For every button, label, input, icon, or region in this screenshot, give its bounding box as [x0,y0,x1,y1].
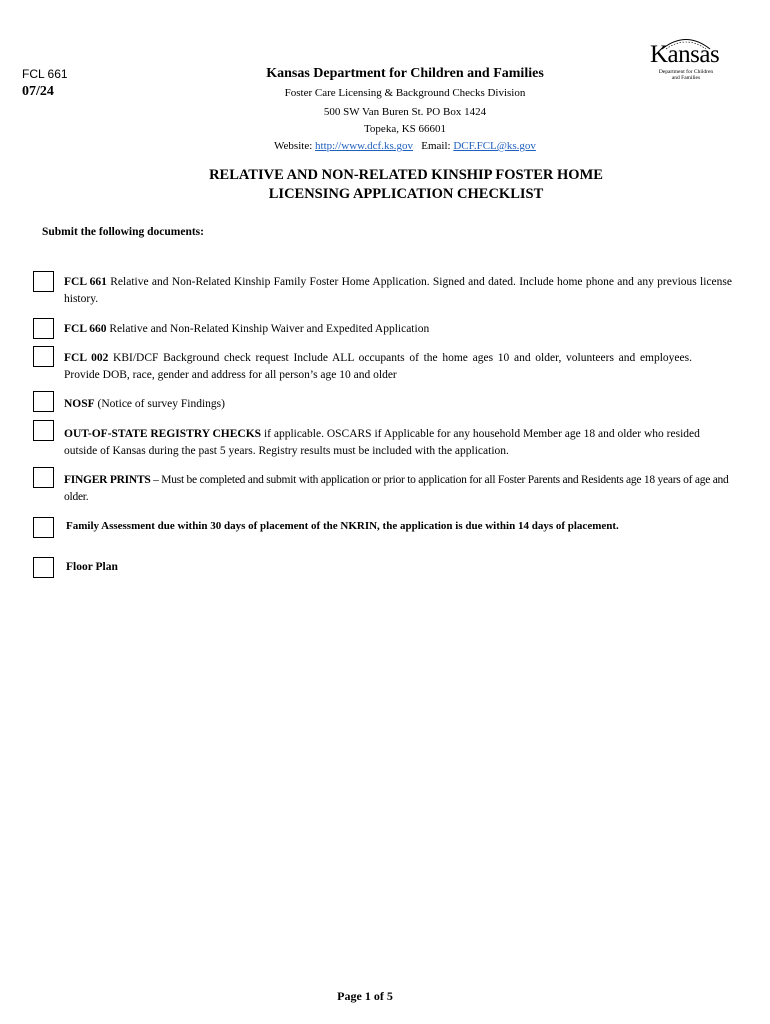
website-label: Website: [274,140,313,152]
checklist-item-text: Relative and Non-Related Kinship Waiver and Expedited Application [106,323,430,335]
form-number: FCL 661 [22,67,68,81]
checklist-item-code: FINGER PRINTS [64,474,151,486]
checkbox-fcl-660[interactable] [33,318,54,339]
checklist-item-code: Family Assessment due within 30 days of placement of the NKRIN, the application is due within 14 days of placement. [66,520,619,532]
agency-division: Foster Care Licensing & Background Checks Division [284,87,526,99]
email-label: Email: [421,140,451,152]
kansas-dcf-logo [648,38,724,84]
agency-address-line2: Topeka, KS 66601 [363,123,447,135]
checklist-item-code: FCL 002 [64,352,109,364]
checklist-item-code: FCL 661 [64,276,107,288]
document-title [100,166,712,204]
checklist-item-fcl-660 [64,321,732,338]
checklist-item-fcl-661 [64,274,732,307]
checklist-item-code: NOSF [64,398,95,410]
checklist-item-family-assessment [66,518,734,535]
logo-wordmark: Kansas [650,41,720,68]
checklist-item-code: OUT-OF-STATE REGISTRY CHECKS [64,428,262,440]
checklist-item-text: if applicable. OSCARS if Applicable for any household Member age 18 and older who resided outside of Kansas during the past 5 years. Registry results must be included with the application. [64,428,700,457]
checklist-item-finger-prints [64,472,734,505]
checklist-item-nosf [64,396,732,413]
logo-subtitle-line1: Department for Children [658,69,714,75]
agency-address-line1: 500 SW Van Buren St. PO Box 1424 [323,106,487,118]
checklist-item-code: Floor Plan [66,561,118,573]
checkbox-nosf[interactable] [33,391,54,412]
checkbox-floor-plan[interactable] [33,557,54,578]
email-link[interactable]: DCF.FCL@ks.gov [453,140,536,152]
logo-subtitle [648,69,724,82]
logo-subtitle-line2: and Families [671,75,701,82]
checklist-item-code: FCL 660 [64,323,107,335]
agency-name: Kansas Department for Children and Families [266,66,544,81]
checkbox-fcl-002[interactable] [33,346,54,367]
form-revision-date: 07/24 [22,84,54,99]
website-link[interactable]: http://www.dcf.ks.gov [315,140,413,152]
checklist-item-text: (Notice of survey Findings) [94,398,225,410]
checklist-item-fcl-002 [64,350,692,383]
checklist-item-floor-plan [66,559,734,576]
checklist-item-out-of-state-registry [64,426,714,459]
document-title-line2: LICENSING APPLICATION CHECKLIST [268,186,544,202]
checklist-item-text: KBI/DCF Background check request Include ALL occupants of the home ages 10 and older, volunteers and employees. Provide DOB, race, gender and address for all person’s age 10 and older [64,352,692,381]
checklist-item-text: – Must be completed and submit with application or prior to application for all Foster Parents and Residents age 18 years of age and older. [64,474,729,503]
page-number: Page 1 of 5 [337,989,393,1003]
checkbox-fcl-661[interactable] [33,271,54,292]
checklist-item-text: Relative and Non-Related Kinship Family Foster Home Application. Signed and dated. Include home phone and any previous license history. [64,276,732,305]
checkbox-family-assessment[interactable] [33,517,54,538]
checkbox-finger-prints[interactable] [33,467,54,488]
instructions-text: Submit the following documents: [42,226,204,238]
checkbox-out-of-state-registry[interactable] [33,420,54,441]
agency-contact-line [150,140,660,152]
document-title-line1: RELATIVE AND NON-RELATED KINSHIP FOSTER HOME [209,167,603,183]
